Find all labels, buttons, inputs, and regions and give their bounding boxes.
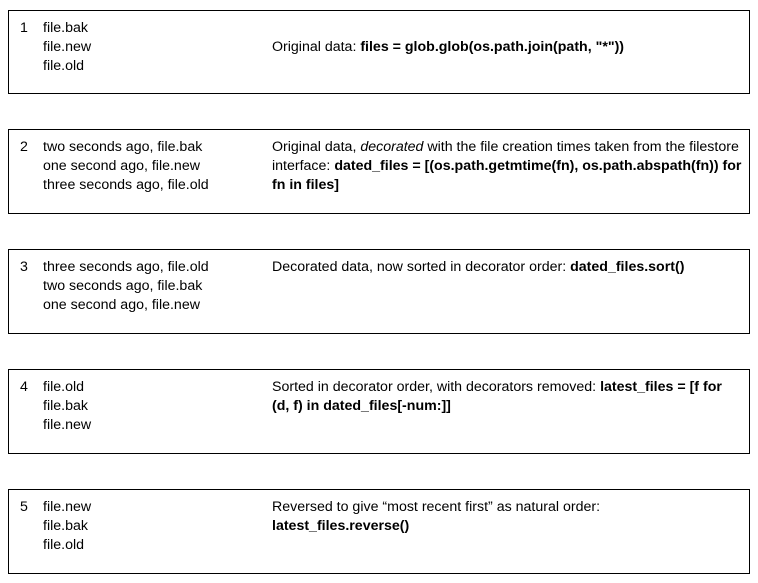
file-list-item: two seconds ago, file.bak (43, 278, 203, 294)
code-snippet: dated_files = [(os.path.getmtime(fn), os.path.abspath(fn)) for fn in files] (272, 158, 742, 193)
file-list-item: file.old (43, 379, 85, 395)
file-list (43, 138, 209, 195)
step-number: 2 (20, 139, 28, 155)
code-snippet: latest_files.reverse() (272, 518, 410, 534)
file-list-item: two seconds ago, file.bak (43, 139, 203, 155)
step-number: 3 (20, 259, 28, 275)
description-text: Original data: (272, 39, 361, 55)
file-list (43, 498, 91, 555)
step-description (272, 498, 742, 536)
file-list (43, 19, 91, 76)
file-list-item: file.bak (43, 20, 88, 36)
file-list-item: file.old (43, 537, 85, 553)
code-snippet: files = glob.glob(os.path.join(path, "*")) (360, 39, 625, 55)
step-box-2 (8, 129, 750, 214)
description-text: Reversed to give “most recent first” as natural order: (272, 499, 601, 515)
step-box-5 (8, 489, 750, 574)
file-list-item: file.bak (43, 398, 88, 414)
step-box-4 (8, 369, 750, 454)
step-description (272, 38, 742, 57)
step-description (272, 258, 742, 277)
file-list-item: three seconds ago, file.old (43, 259, 209, 275)
description-text: Decorated data, now sorted in decorator order: (272, 259, 571, 275)
step-number: 4 (20, 379, 28, 395)
code-snippet: latest_files = [f for (d, f) in dated_files[-num:]] (272, 379, 722, 414)
step-box-1 (8, 10, 750, 94)
description-text: Original data, (272, 139, 361, 155)
file-list-item: one second ago, file.new (43, 158, 200, 174)
description-emphasis: decorated (360, 139, 424, 155)
step-number: 5 (20, 499, 28, 515)
step-description (272, 138, 742, 195)
file-list-item: file.new (43, 417, 92, 433)
file-list-item: file.bak (43, 518, 88, 534)
description-text: with the file creation times taken from the filestore interface: (272, 139, 739, 174)
file-list (43, 258, 209, 315)
file-list-item: file.new (43, 39, 92, 55)
step-box-3 (8, 249, 750, 334)
file-list (43, 378, 91, 435)
file-list-item: file.old (43, 58, 85, 74)
file-list-item: one second ago, file.new (43, 297, 200, 313)
description-text: Sorted in decorator order, with decorators removed: (272, 379, 601, 395)
file-list-item: three seconds ago, file.old (43, 177, 209, 193)
code-snippet: dated_files.sort() (570, 259, 685, 275)
step-description (272, 378, 742, 416)
file-list-item: file.new (43, 499, 92, 515)
step-number: 1 (20, 20, 28, 36)
